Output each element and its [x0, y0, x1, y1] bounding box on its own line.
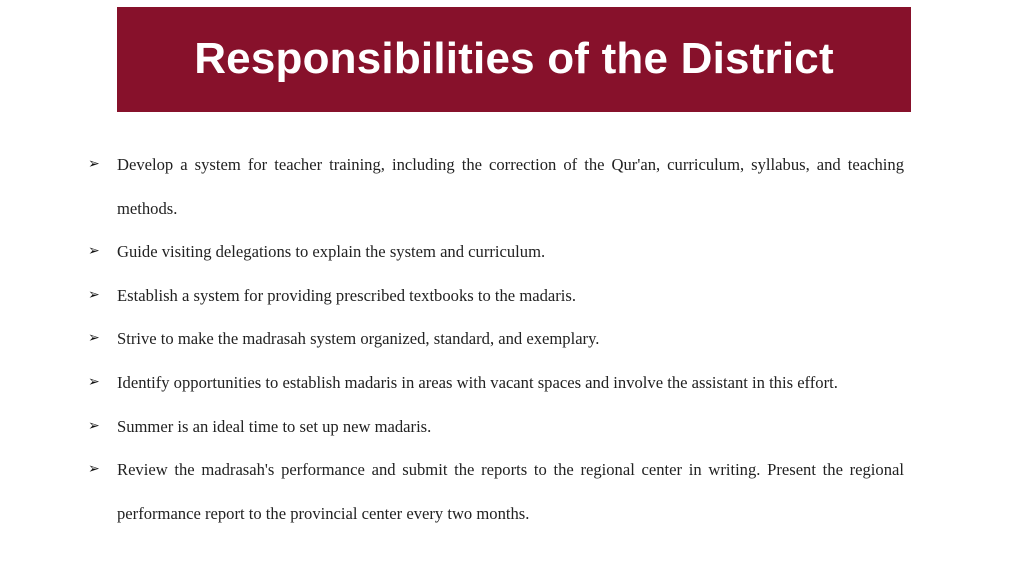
title-banner	[117, 7, 911, 112]
bullet-text: Strive to make the madrasah system organized, standard, and exemplary.	[117, 329, 600, 349]
bullet-item	[88, 448, 904, 535]
bullet-item	[88, 143, 904, 230]
arrow-bullet-icon: ➢	[88, 373, 100, 390]
bullet-text: Establish a system for providing prescribed textbooks to the madaris.	[117, 285, 577, 305]
arrow-bullet-icon: ➢	[88, 243, 100, 260]
bullet-text: Identify opportunities to establish madaris in areas with vacant spaces and involve the assistant in this effort.	[117, 372, 838, 392]
arrow-bullet-icon: ➢	[88, 417, 100, 434]
bullet-text: Develop a system for teacher training, including the correction of the Qur'an, curriculum, syllabus, and teaching methods.	[117, 155, 904, 218]
arrow-bullet-icon: ➢	[88, 461, 100, 478]
bullet-item	[88, 230, 904, 274]
bullet-item	[88, 405, 904, 449]
arrow-bullet-icon: ➢	[88, 330, 100, 347]
bullet-list	[88, 143, 904, 535]
arrow-bullet-icon: ➢	[88, 286, 100, 303]
slide-title: Responsibilities of the District	[194, 33, 834, 83]
bullet-item	[88, 361, 904, 405]
bullet-text: Review the madrasah's performance and submit the reports to the regional center in writing. Present the regional performance report to the provincial center every two months.	[117, 460, 904, 523]
bullet-item	[88, 274, 904, 318]
bullet-item	[88, 317, 904, 361]
bullet-text: Guide visiting delegations to explain the system and curriculum.	[117, 242, 546, 262]
bullet-text: Summer is an ideal time to set up new madaris.	[117, 416, 432, 436]
arrow-bullet-icon: ➢	[88, 156, 100, 172]
